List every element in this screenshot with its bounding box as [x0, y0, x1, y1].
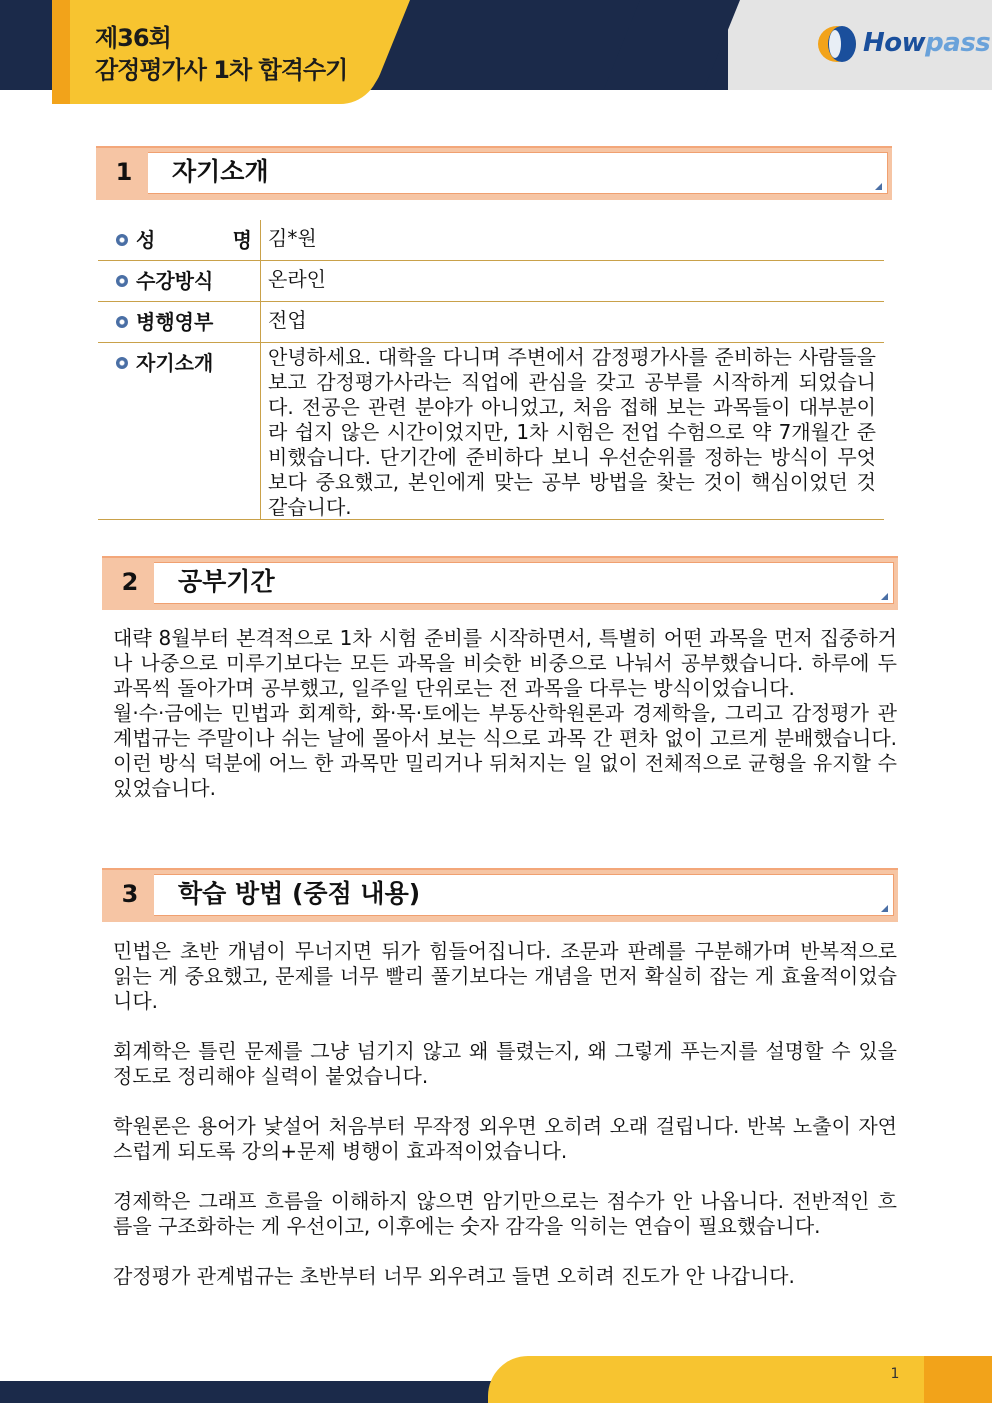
profile-row-course — [98, 261, 884, 302]
bullet-icon — [116, 275, 128, 287]
logo-how: How — [863, 28, 926, 58]
paragraph-economics: 경제학은 그래프 흐름을 이해하지 않으면 암기만으로는 점수가 안 나옵니다. 전반적인 흐름을 구조화하는 게 우선이고, 이후에는 숫자 감각을 익히는 연습이 필요했습니다. — [113, 1189, 897, 1238]
corner-arrow-icon — [881, 905, 888, 912]
row-label: 자기소개 — [136, 351, 214, 375]
paragraph: 대략 8월부터 본격적으로 1차 시험 준비를 시작하면서, 특별히 어떤 과목을 먼저 집중하거나 나중으로 미루기보다는 모든 과목을 비슷한 비중으로 나눠서 공부했습니다. 하루에 두 과목씩 돌아가며 공부했고, 일주일 단위로는 전 과목을 다루는 방식이었습니다. — [113, 626, 897, 700]
row-value: 김*원 — [268, 226, 317, 250]
profile-row-intro — [98, 343, 884, 520]
section-number: 3 — [106, 874, 154, 916]
page-number: 1 — [890, 1366, 900, 1382]
header-orange-strip — [52, 0, 70, 104]
corner-arrow-icon — [881, 593, 888, 600]
section-title: 공부기간 — [178, 567, 275, 596]
paragraph: 월·수·금에는 민법과 회계학, 화·목·토에는 부동산학원론과 경제학을, 그리고 감정평가 관계법규는 주말이나 쉬는 날에 몰아서 보는 식으로 과목 간 편차 없이 고르게 분배했습니다. 이런 방식 덕분에 어느 한 과목만 밀리거나 뒤처지는 일 없이 전체적으로 균형을 유지할 수 있었습니다. — [113, 701, 897, 800]
section-number: 1 — [100, 152, 148, 194]
howpass-logo — [815, 22, 991, 66]
paragraph-appraisal-law: 감정평가 관계법규는 초반부터 너무 외우려고 들면 오히려 진도가 안 나갑니다. — [113, 1264, 795, 1288]
row-value: 온라인 — [268, 267, 326, 291]
document-title — [95, 22, 347, 86]
study-method-body — [113, 939, 897, 1289]
bullet-icon — [116, 316, 128, 328]
profile-row-status — [98, 302, 884, 343]
logo-pass: pass — [925, 28, 991, 58]
section-header-2 — [102, 556, 898, 610]
row-label: 성 명 — [136, 228, 252, 252]
paragraph-civil-law: 민법은 초반 개념이 무너지면 뒤가 힘들어집니다. 조문과 판례를 구분해가며 반복적으로 읽는 게 중요했고, 문제를 너무 빨리 풀기보다는 개념을 먼저 확실히 잡는 게 효율적이었습니다. — [113, 939, 897, 1013]
bullet-icon — [116, 357, 128, 369]
section-number: 2 — [106, 562, 154, 604]
study-period-body — [113, 626, 897, 801]
row-value: 안녕하세요. 대학을 다니며 주변에서 감정평가사를 준비하는 사람들을 보고 감정평가사라는 직업에 관심을 갖고 공부를 시작하게 되었습니다. 전공은 관련 분야가 아니었고, 처음 접해 보는 과목들이 대부분이라 쉽지 않은 시간이었지만, 1차 시험은 전업 수험으로 약 7개월간 준비했습니다. 단기간에 준비하다 보니 우선순위를 정하는 방식이 무엇보다 중요했고, 본인에게 맞는 공부 방법을 찾는 것이 핵심이었던 것 같습니다. — [268, 345, 876, 519]
section-header-3 — [102, 868, 898, 922]
row-label: 병행영부 — [136, 310, 214, 334]
paragraph-accounting: 회계학은 틀린 문제를 그냥 넘기지 않고 왜 틀렸는지, 왜 그렇게 푸는지를 설명할 수 있을 정도로 정리해야 실력이 붙었습니다. — [113, 1039, 897, 1088]
corner-arrow-icon — [875, 183, 882, 190]
logo-wordmark — [863, 28, 990, 58]
title-line-1: 제36회 — [95, 24, 171, 52]
section-header-1 — [96, 146, 892, 200]
row-label: 수강방식 — [136, 269, 214, 293]
row-label-cell — [98, 343, 261, 519]
paragraph-real-estate: 학원론은 용어가 낯설어 처음부터 무작정 외우면 오히려 오래 걸립니다. 반복 노출이 자연스럽게 되도록 강의+문제 병행이 효과적이었습니다. — [113, 1114, 897, 1163]
profile-table — [98, 220, 884, 520]
section-title: 자기소개 — [172, 157, 269, 186]
section-title: 학습 방법 (중점 내용) — [178, 879, 421, 908]
row-label-cell — [98, 302, 261, 342]
footer-orange-block — [924, 1356, 992, 1403]
row-value: 전업 — [268, 308, 307, 332]
howpass-logo-icon — [815, 24, 859, 64]
footer-yellow-panel — [488, 1356, 928, 1403]
row-label-cell — [98, 220, 261, 260]
profile-row-name — [98, 220, 884, 261]
bullet-icon — [116, 234, 128, 246]
row-label-cell — [98, 261, 261, 301]
title-line-2: 감정평가사 1차 합격수기 — [95, 56, 348, 84]
